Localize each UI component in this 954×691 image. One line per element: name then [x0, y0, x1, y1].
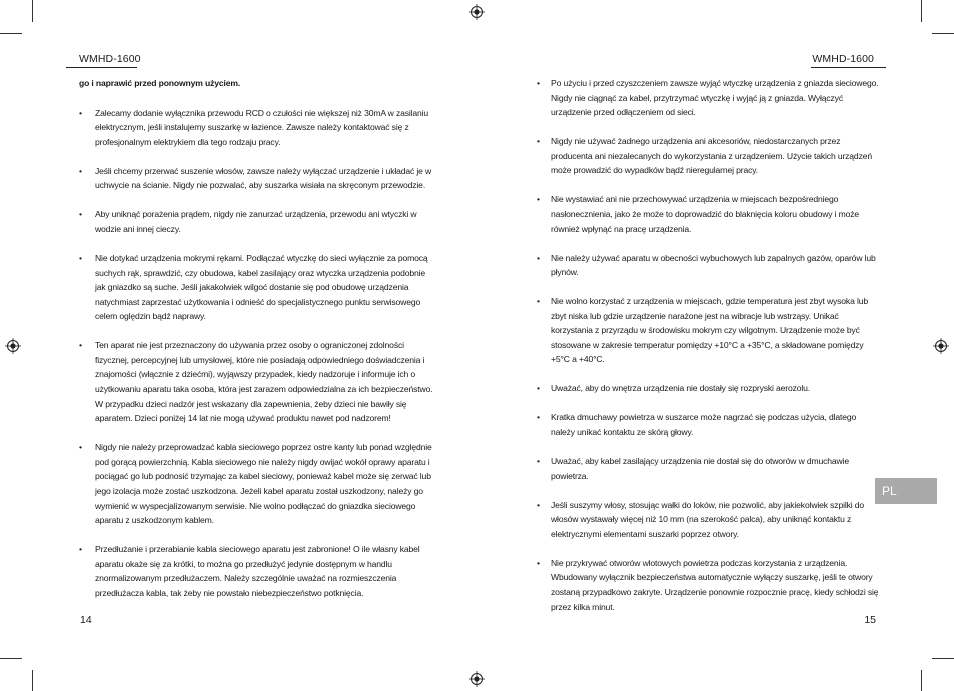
list-item: • Nie dotykać urządzenia mokrymi rękami. Podłączać wtyczkę do sieci wyłącznie za pomocą suchych rąk, sprawdzić, czy obudowa, kabel zasilający oraz wtyczka urządzenia podobnie jak gniazdko są suche. Jeśli jakakolwiek wilgoć dostanie się pod obudowę urządzenia natychmiast zaprzestać użytkowania i odnieść do specjalistycznego punktu serwisowego celem oględzin bądź naprawy.: [79, 251, 435, 324]
list-item: • Kratka dmuchawy powietrza w suszarce może nagrzać się podczas użycia, dlatego należy unikać kontaktu ze skórą głowy.: [537, 410, 882, 439]
list-item: • Przedłużanie i przerabianie kabla sieciowego aparatu jest zabronione! O ile własny kabel aparatu okaże się za krótki, to można go przedłużyć jedynie dostępnym w handlu znormalizowanym przedłużaczem. Należy szczególnie uważać na rozmieszczenia przedłużacza kabla, tak żeby nie powstało niebezpieczeństwo potknięcia.: [79, 542, 435, 600]
list-item: • Nie wolno korzystać z urządzenia w miejscach, gdzie temperatura jest zbyt wysoka lub zbyt niska lub gdzie urządzenie narażone jest na wibracje lub wstrząsy. Unikać korzystania z przyrządu w środowisku mokrym czy wilgotnym. Urządzenie może być stosowane w zakresie temperatur pomiędzy +10°C a +35°C, a składowane pomiędzy +5°C a +40°C.: [537, 294, 882, 367]
model-header: WMHD-1600: [79, 53, 141, 65]
list-item: • Nigdy nie należy przeprowadzać kabla sieciowego poprzez ostre kanty lub ponad względnie pod gorącą powierzchnią. Kabla sieciowego nie należy nigdy owijać wokół oprawy aparatu i pociągać go lub podnosić trzymając za kabel sieciowy, ponieważ kabel może się zerwać lub jego izolacja może zostać uszkodzona. Jeżeli kabel aparatu został uszkodzony, należy go wymienić w wyspecjalizowanym serwisie. Nie wolno podłączać do gniazdka sieciowego aparatu z uszkodzonym kablem.: [79, 440, 435, 528]
page-number: 14: [80, 614, 92, 626]
header-rule: [66, 67, 137, 68]
list-item: • Nie należy używać aparatu w obecności wybuchowych lub zapalnych gazów, oparów lub płynów.: [537, 251, 882, 280]
list-item: • Zalecamy dodanie wyłącznika przewodu RCD o czułości nie większej niż 30mA w zasilaniu elektrycznym, jeśli instalujemy suszarkę w łazience. Zawsze należy kontaktować się z profesjonalnym elektrykiem dla tego rodzaju pracy.: [79, 106, 435, 150]
model-header: WMHD-1600: [812, 53, 874, 65]
lead-paragraph: go i naprawić przed ponownym użyciem.: [79, 78, 241, 88]
language-tab: PL: [875, 478, 937, 504]
list-item: • Jeśli chcemy przerwać suszenie włosów, zawsze należy wyłączać urządzenie i układać je w uchwycie na ścianie. Nigdy nie pozwalać, aby suszarka wisiała na skręconym przewodzie.: [79, 164, 435, 193]
list-item: • Nigdy nie używać żadnego urządzenia ani akcesoriów, niedostarczanych przez producenta ani niezalecanych do wykorzystania z urządzeniem. Użycie takich urządzeń może prowadzić do wypadków bądź nieregularnej pracy.: [537, 134, 882, 178]
page-number: 15: [864, 614, 876, 626]
list-item: • Uważać, aby kabel zasilający urządzenia nie dostał się do otworów w dmuchawie powietrza.: [537, 454, 882, 483]
list-item: • Po użyciu i przed czyszczeniem zawsze wyjąć wtyczkę urządzenia z gniazda sieciowego. Nigdy nie ciągnąć za kabel, przytrzymać wtyczkę i wyjąć ją z gniazda. Wyłączyć urządzenie przed odłączeniem od sieci.: [537, 76, 882, 120]
header-rule: [811, 67, 886, 68]
list-item: • Nie przykrywać otworów wlotowych powietrza podczas korzystania z urządzenia. Wbudowany wyłącznik bezpieczeństwa automatycznie wyłączy suszarkę, jeśli te otwory zostaną przypadkowo zakryte. Urządzenie ponownie rozpocznie pracę, kiedy schłodzi się przez kilka minut.: [537, 556, 882, 614]
list-item: • Aby uniknąć porażenia prądem, nigdy nie zanurzać urządzenia, przewodu ani wtyczki w wodzie ani innej cieczy.: [79, 207, 435, 236]
list-item: • Ten aparat nie jest przeznaczony do używania przez osoby o ograniczonej zdolności fizycznej, percepcyjnej lub umysłowej, które nie posiadają odpowiedniego doświadczenia i znajomości (włącznie z dziećmi), wyjąwszy przypadek, kiedy nadzoruje i informuje ich o użytkowaniu aparatu taka osoba, która jest zarazem odpowiedzialna za ich bezpieczeństwo. W przypadku dzieci nadzór jest wskazany dla zapewnienia, żeby dzieci nie bawiły się aparatem. Dzieci poniżej 14 lat nie mogą używać produktu nawet pod nadzorem!: [79, 338, 435, 426]
list-item: • Nie wystawiać ani nie przechowywać urządzenia w miejscach bezpośredniego nasłonecznienia, jako że może to doprowadzić do blaknięcia koloru obudowy i może również wpłynąć na pracę urządzenia.: [537, 192, 882, 236]
list-item: • Jeśli suszymy włosy, stosując wałki do loków, nie pozwolić, aby jakiekolwiek szpilki do włosów wystawały więcej niż 10 mm (na szerokość palca), aby uniknąć kontaktu z elektrycznymi elementami suszarki poprzez otwory.: [537, 498, 882, 542]
safety-list: [79, 106, 435, 601]
left-page-content: [79, 76, 435, 615]
list-item: • Uważać, aby do wnętrza urządzenia nie dostały się rozpryski aerozolu.: [537, 381, 882, 396]
right-page-content: [537, 76, 882, 629]
safety-list: [537, 76, 882, 614]
right-page: [477, 0, 954, 691]
